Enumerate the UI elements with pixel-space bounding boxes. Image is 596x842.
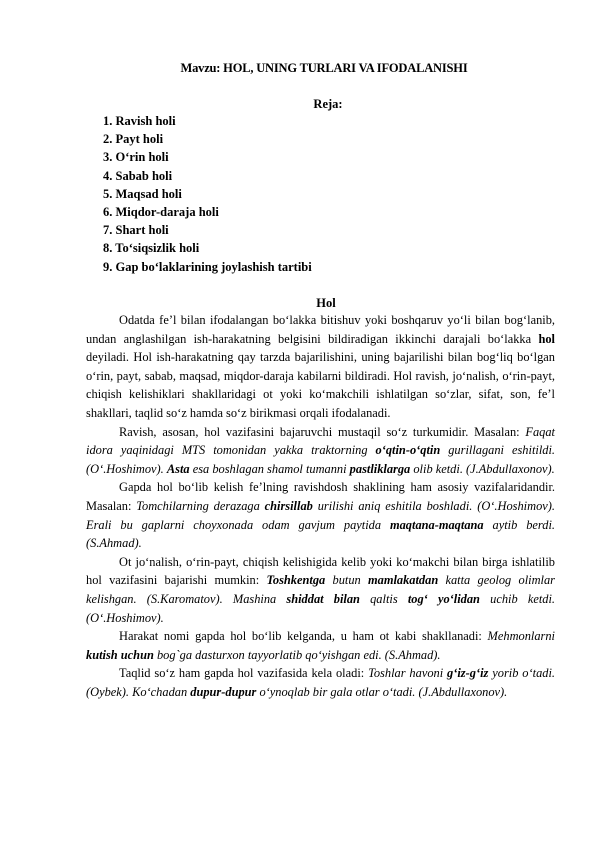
plan-heading: Reja:: [313, 97, 343, 111]
paragraph-gerund: Gapda hol bo‘lib kelish fe’lning ravishdosh shaklining ham asosiy vazifalaridandir. Masalan: Tomchilarning derazaga chirsillab urilishi aniq eshitila boshladi. (O‘.Hoshimov). Erali bu gaplarni choyxonada odam gavjum paytida maqtana-maqtana aytib berdi. (S.Ahmad).: [86, 480, 555, 551]
example-text: gurillagani eshitildi. (O‘.Hoshimov).: [86, 443, 556, 476]
example-highlight: maqtana-maqtana: [389, 517, 484, 532]
term-hol: hol: [538, 331, 555, 346]
example-text: katta geolog olimlar kelishgan. (S.Karomatov). Mashina: [86, 573, 555, 606]
example-text: uchib ketdi. (O‘.Hoshimov).: [86, 591, 555, 625]
body-text: [86, 311, 555, 701]
plan-item: 7. Shart holi: [103, 223, 169, 238]
example-text: Mehmonlarni: [487, 629, 555, 644]
paragraph-noun: Ot jo‘nalish, o‘rin-payt, chiqish kelishigida kelib yoki ko‘makchi bilan birga ishlatilib hol vazifasini bajarishi mumkin: Toshkentga butun mamlakatdan katta geolog olimlar kelishgan. (S.Karomatov). Mashina shiddat bilan qaltis tog‘ yo‘lidan uchib ketdi. (O‘.Hoshimov).: [86, 554, 555, 625]
paragraph-adverb: Ravish, asosan, hol vazifasini bajaruvchi mustaqil so‘z turkumidir. Masalan: Faqat idora yaqinidagi MTS tomonidan yakka traktorning o‘qtin-o‘qtin gurillagani eshitildi. (O‘.Hoshimov). Asta esa boshlagan shamol tumanni pastliklarga olib ketdi. (J.Abdullaxonov).: [86, 424, 556, 476]
plan-item: 3. O‘rin holi: [103, 150, 169, 165]
example-highlight: g‘iz-g‘iz: [447, 666, 489, 681]
example-text: aytib berdi. (S.Ahmad).: [86, 517, 555, 551]
example-highlight: Asta: [166, 461, 190, 476]
example-text: esa boshlagan shamol tumanni: [189, 461, 350, 476]
example-text: yorib o‘tadi. (Oybek). Ko‘chadan: [86, 666, 555, 699]
paragraph-verbal-noun: Harakat nomi gapda hol bo‘lib kelganda, u ham ot kabi shakllanadi: Mehmonlarni kutish uchun bog`ga dasturxon tayyorlatib qo‘yishgan edi. (S.Ahmad).: [86, 629, 555, 662]
plan-item: 1. Ravish holi: [103, 114, 176, 128]
example-text: Tomchilarning derazaga: [136, 498, 265, 513]
example-text: butun: [325, 573, 368, 588]
plan-item: 8. To‘siqsizlik holi: [103, 241, 200, 256]
plan-item: 2. Payt holi: [103, 132, 164, 147]
example-text: olib ketdi. (J.Abdullaxonov).: [410, 461, 555, 476]
example-text: qaltis: [359, 591, 408, 606]
plan-item: 5. Maqsad holi: [103, 186, 182, 201]
paragraph-definition: Odatda fe’l bilan ifodalangan bo‘lakka bitishuv yoki boshqaruv yo‘li bilan bog‘lanib, undan anglashilgan ish-harakatning belgisini bildiradigan ikkinchi darajali bo‘lakka hol deyiladi. Hol ish-harakatning qay tarzda bajarilishini, uning bajarilishi bilan bog‘liq bo‘lgan o‘rin, payt, sabab, maqsad, miqdor-daraja kabilarni bildiradi. Hol ravish, jo‘nalish, o‘rin-payt, chiqish kelishiklari shakllaridagi ot yoki ko‘makchili ishlatilgan so‘zlar, sifat, son, fe’l shakllari, taqlid so‘z hamda so‘z birikmasi orqali ifodalanadi.: [86, 313, 555, 420]
example-highlight: mamlakatdan: [367, 573, 439, 588]
example-text: bog`ga dasturxon tayyorlatib qo‘yishgan edi. (S.Ahmad).: [153, 647, 441, 662]
plan-item: 4. Sabab holi: [103, 168, 173, 183]
example-highlight: o‘qtin-o‘qtin: [375, 443, 441, 458]
paragraph-onomatopoeia: Taqlid so‘z ham gapda hol vazifasida kela oladi: Toshlar havoni g‘iz-g‘iz yorib o‘tadi. (Oybek). Ko‘chadan dupur-dupur o‘ynoqlab bir gala otlar o‘tadi. (J.Abdullaxonov).: [86, 666, 555, 699]
document-title: Mavzu: HOL, UNING TURLARI VA IFODALANISHI: [180, 61, 468, 75]
example-text: Faqat idora yaqinidagi MTS tomonidan yakka traktorning: [86, 424, 555, 458]
example-text: Toshlar havoni: [368, 666, 448, 681]
plan-item: 9. Gap bo‘laklarining joylashish tartibi: [103, 259, 312, 274]
example-highlight: Toshkentga: [266, 573, 326, 588]
section-heading: Hol: [316, 296, 336, 310]
example-highlight: chirsillab: [264, 498, 313, 513]
example-text: urilishi aniq eshitila boshladi. (O‘.Hoshimov). Erali bu gaplarni choyxonada odam gavjum paytida: [86, 498, 555, 532]
plan-item: 6. Miqdor-daraja holi: [103, 205, 219, 220]
example-highlight: tog‘ yo‘lidan: [407, 591, 480, 606]
example-highlight: shiddat bilan: [286, 591, 360, 606]
example-highlight: kutish uchun: [86, 647, 154, 662]
plan-list: [103, 112, 312, 276]
example-text: o‘ynoqlab bir gala otlar o‘tadi. (J.Abdullaxonov).: [256, 684, 508, 699]
example-highlight: dupur-dupur: [190, 684, 257, 699]
example-highlight: pastliklarga: [349, 461, 411, 476]
